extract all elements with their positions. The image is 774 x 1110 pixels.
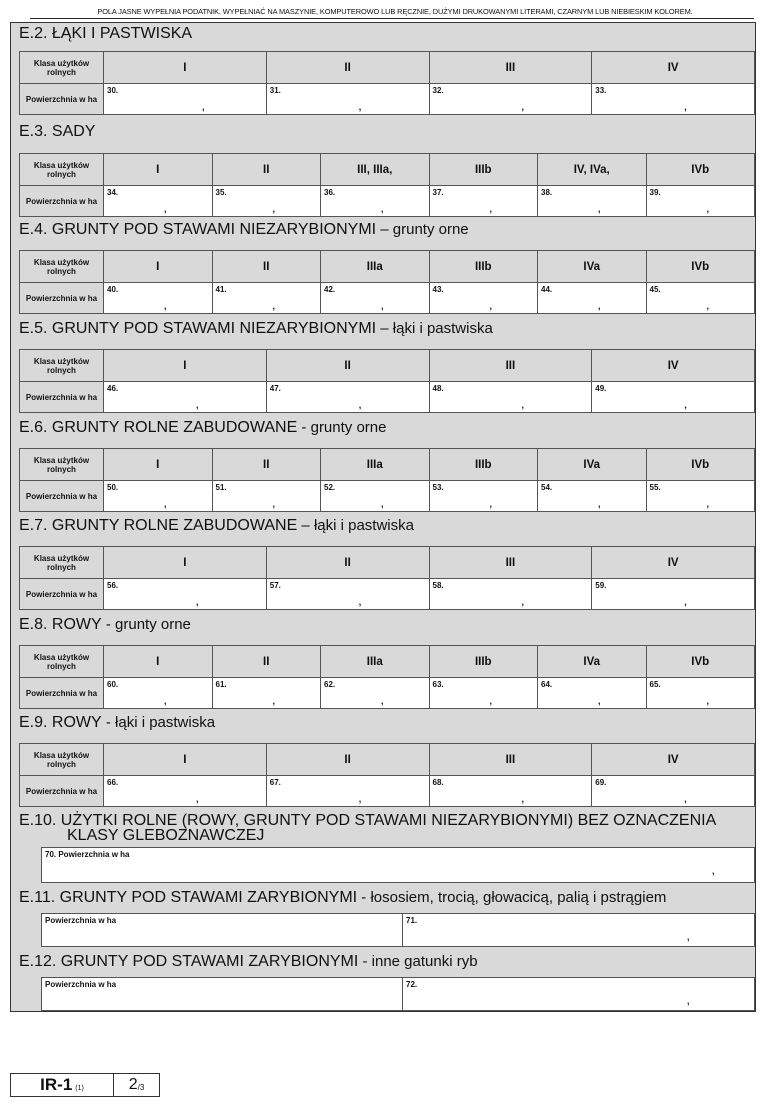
area-field-36[interactable]: 36. , [321,186,430,217]
class-label: Klasa użytków rolnych [20,646,104,678]
area-field-72[interactable]: 72. , [402,977,755,1011]
area-field-39[interactable]: 39. , [646,186,755,217]
section-e5 [11,318,755,417]
area-field-55[interactable]: 55. , [646,481,755,512]
class-header: IIIb [429,646,538,678]
class-header: I [104,646,213,678]
header-rule [30,18,754,19]
class-header: III [429,547,592,579]
section-title: E.9. ROWY - łąki i pastwiska [19,714,216,731]
section-title: E.2. ŁĄKI I PASTWISKA [19,25,193,42]
class-header: IV, IVa, [538,154,647,186]
class-header: IVa [538,646,647,678]
area-field-34[interactable]: 34. , [104,186,213,217]
class-label: Klasa użytków rolnych [20,154,104,186]
area-field-44[interactable]: 44. , [538,283,647,314]
section-e8 [11,614,755,712]
class-header: IIIa [321,251,430,283]
class-header: IVb [646,251,755,283]
class-header: II [266,547,429,579]
area-field-53[interactable]: 53. , [429,481,538,512]
area-label: Powierzchnia w ha [20,283,104,314]
class-header: II [266,744,429,776]
section-title: E.12. GRUNTY POD STAWAMI ZARYBIONYMI - inne gatunki ryb [19,953,478,970]
form-code-box [11,1074,114,1096]
area-field-66[interactable]: 66. , [104,776,267,807]
section-title: E.8. ROWY - grunty orne [19,616,191,633]
class-label: Klasa użytków rolnych [20,449,104,481]
class-header: IIIa [321,449,430,481]
area-field-46[interactable]: 46. , [104,382,267,413]
area-field-71[interactable]: 71. , [402,913,755,947]
area-field-38[interactable]: 38. , [538,186,647,217]
page-total: /3 [137,1083,145,1092]
section-e6 [11,417,755,515]
area-field-48[interactable]: 48. , [429,382,592,413]
class-header: IV [592,744,755,776]
area-field-30[interactable]: 30. , [104,84,267,115]
area-field-33[interactable]: 33. , [592,84,755,115]
area-field-52[interactable]: 52. , [321,481,430,512]
form-code: IR-1 [40,1075,73,1094]
area-label: Powierzchnia w ha [20,186,104,217]
class-header: II [212,154,321,186]
e6-table [19,448,755,512]
class-header: IV [592,52,755,84]
class-header: II [266,52,429,84]
area-field-32[interactable]: 32. , [429,84,592,115]
e3-table [19,153,755,217]
area-field-45[interactable]: 45. , [646,283,755,314]
area-field-67[interactable]: 67. , [266,776,429,807]
section-e12 [11,947,755,1011]
area-label: Powierzchnia w ha [20,776,104,807]
e5-table [19,349,755,413]
class-header: III [429,350,592,382]
class-header: II [212,449,321,481]
section-e4 [11,219,755,318]
area-field-57[interactable]: 57. , [266,579,429,610]
class-header: IV [592,547,755,579]
area-field-49[interactable]: 49. , [592,382,755,413]
class-header: IVb [646,449,755,481]
area-field-47[interactable]: 47. , [266,382,429,413]
class-header: IIIb [429,154,538,186]
class-header: IIIb [429,449,538,481]
area-field-59[interactable]: 59. , [592,579,755,610]
class-header: I [104,251,213,283]
class-header: III [429,52,592,84]
class-header: IIIb [429,251,538,283]
class-header: IIIa [321,646,430,678]
e4-table [19,250,755,314]
area-field-70[interactable]: 70. Powierzchnia w ha , [41,847,755,883]
area-field-56[interactable]: 56. , [104,579,267,610]
section-title: E.11. GRUNTY POD STAWAMI ZARYBIONYMI - łososiem, trocią, głowacicą, palią i pstrągiem [19,889,667,906]
class-label: Klasa użytków rolnych [20,547,104,579]
area-field-63[interactable]: 63. , [429,678,538,709]
area-field-62[interactable]: 62. , [321,678,430,709]
class-header: I [104,154,213,186]
area-field-51[interactable]: 51. , [212,481,321,512]
area-field-37[interactable]: 37. , [429,186,538,217]
section-title: E.5. GRUNTY POD STAWAMI NIEZARYBIONYMI – łąki i pastwiska [19,320,493,337]
section-title: E.3. SADY [19,123,96,140]
e2-table [19,51,755,115]
area-label: Powierzchnia w ha [20,678,104,709]
area-field-69[interactable]: 69. , [592,776,755,807]
fill-instructions: POLA JASNE WYPEŁNIA PODATNIK. WYPEŁNIAĆ NA MASZYNIE, KOMPUTEROWO LUB RĘCZNIE, DUŻYMI DRUKOWANYMI LITERAMI, CZARNYM LUB NIEBIESKIM KOLOREM. [97,7,693,16]
section-title: E.6. GRUNTY ROLNE ZABUDOWANE - grunty orne [19,419,387,436]
area-field-31[interactable]: 31. , [266,84,429,115]
area-field-60[interactable]: 60. , [104,678,213,709]
class-header: I [104,744,267,776]
section-e7 [11,515,755,614]
area-label-71: Powierzchnia w ha [41,913,403,947]
class-header: IVb [646,154,755,186]
class-header: III [429,744,592,776]
page-number-box [114,1074,159,1096]
class-header: I [104,449,213,481]
form-version: (1) [75,1084,84,1092]
class-header: I [104,547,267,579]
area-field-68[interactable]: 68. , [429,776,592,807]
class-header: IVa [538,449,647,481]
area-field-65[interactable]: 65. , [646,678,755,709]
section-e9 [11,712,755,811]
area-label: Powierzchnia w ha [20,382,104,413]
class-label: Klasa użytków rolnych [20,52,104,84]
section-e11 [11,883,755,947]
area-field-58[interactable]: 58. , [429,579,592,610]
area-field-43[interactable]: 43. , [429,283,538,314]
area-label-72: Powierzchnia w ha [41,977,403,1011]
section-e2 [11,23,755,121]
area-field-41[interactable]: 41. , [212,283,321,314]
area-field-50[interactable]: 50. , [104,481,213,512]
class-header: IVb [646,646,755,678]
class-label: Klasa użytków rolnych [20,251,104,283]
area-label: Powierzchnia w ha [20,579,104,610]
area-field-42[interactable]: 42. , [321,283,430,314]
e8-table [19,645,755,709]
area-field-35[interactable]: 35. , [212,186,321,217]
section-e10 [11,811,755,883]
class-header: II [212,646,321,678]
area-field-64[interactable]: 64. , [538,678,647,709]
form-page [10,22,756,1012]
class-header: IVa [538,251,647,283]
class-header: II [266,350,429,382]
class-header: I [104,350,267,382]
section-e3 [11,121,755,219]
area-label: Powierzchnia w ha [20,84,104,115]
area-field-40[interactable]: 40. , [104,283,213,314]
e7-table [19,546,755,610]
class-header: IV [592,350,755,382]
class-header: II [212,251,321,283]
class-header: III, IIIa, [321,154,430,186]
area-field-61[interactable]: 61. , [212,678,321,709]
form-footer [10,1073,160,1097]
page-number: 2 [128,1076,138,1093]
section-title: E.4. GRUNTY POD STAWAMI NIEZARYBIONYMI – grunty orne [19,221,469,238]
area-field-54[interactable]: 54. , [538,481,647,512]
section-title: E.10. UŻYTKI ROLNE (ROWY, GRUNTY POD STAWAMI NIEZARYBIONYMI) BEZ OZNACZENIA KLASY GLEBOZNAWCZEJ [19,812,717,844]
section-title: E.7. GRUNTY ROLNE ZABUDOWANE – łąki i pastwiska [19,517,414,534]
area-label: Powierzchnia w ha [20,481,104,512]
e9-table [19,743,755,807]
class-header: I [104,52,267,84]
class-label: Klasa użytków rolnych [20,350,104,382]
class-label: Klasa użytków rolnych [20,744,104,776]
